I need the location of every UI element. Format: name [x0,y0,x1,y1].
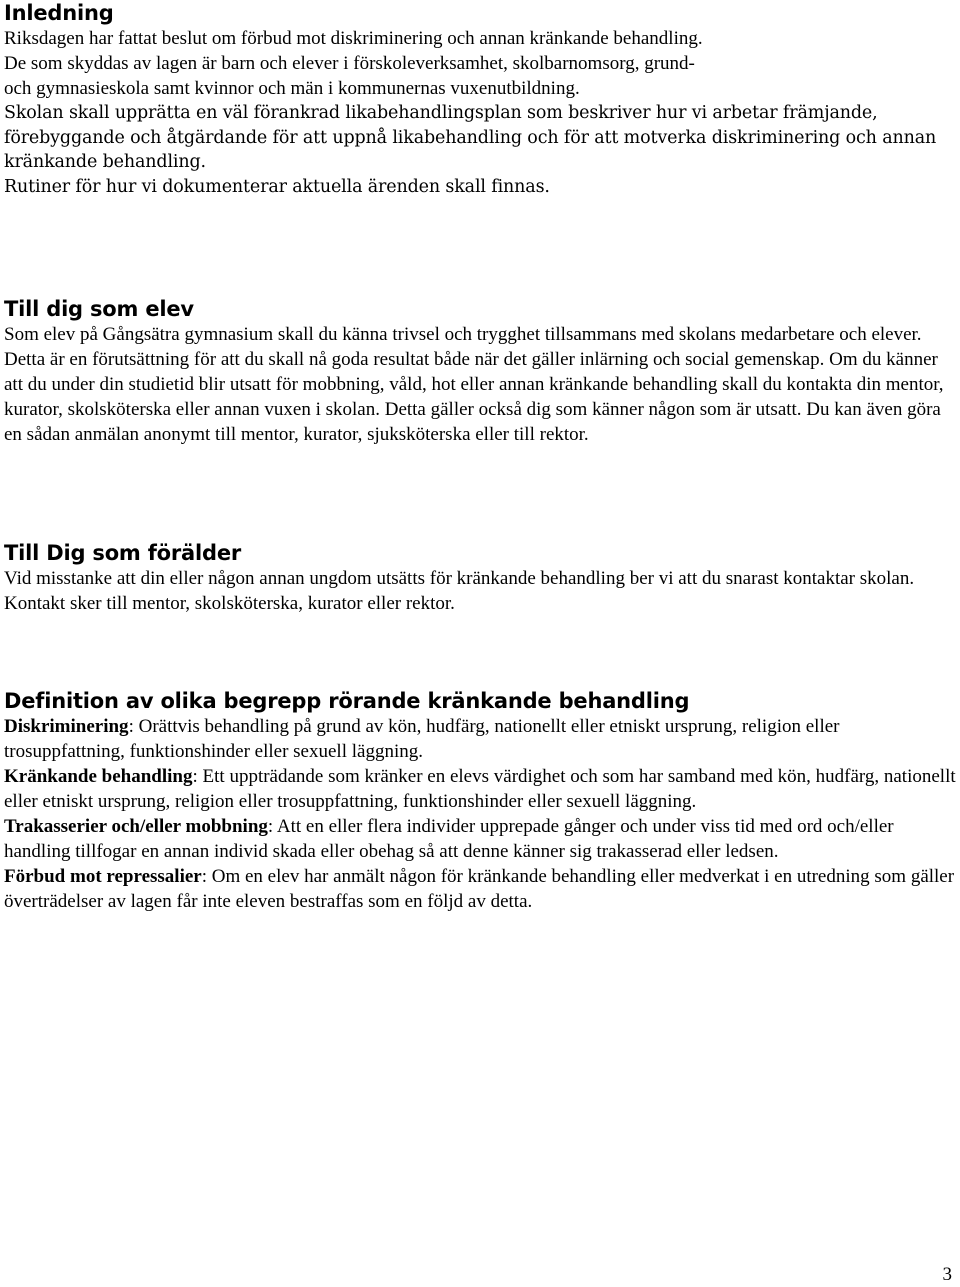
parent-section [4,540,956,616]
definition-term: Kränkande behandling [4,766,193,787]
student-paragraph: Som elev på Gångsätra gymnasium skall du känna trivsel och trygghet tillsammans med skolans medarbetare och elever. Detta är en förutsättning för att du skall nå goda resultat både när det gäller inlärning och social gemenskap. Om du känner att du under din studietid blir utsatt för mobbning, våld, hot eller annan kränkande behandling skall du kontakta din mentor, kurator, skolsköterska eller annan vuxen i skolan. Detta gäller också dig som känner någon som är utsatt. Du kan även göra en sådan anmälan anonymt till mentor, kurator, sjuksköterska eller till rektor. [4,324,944,445]
definition-item [4,764,956,814]
definition-item [4,814,956,864]
definition-item [4,714,956,764]
intro-heading: Inledning [4,1,114,25]
definition-text: : Att en eller flera individer upprepade gånger och under viss tid med ord och/eller handling tillfogar en annan individ skada eller obehag så att denne känner sig trakasserad eller ledsen. [4,816,894,862]
definition-item [4,864,956,914]
definition-term: Diskriminering [4,716,129,737]
intro-paragraph-1: Riksdagen har fattat beslut om förbud mot diskriminering och annan kränkande behandling. De som skyddas av lagen är barn och elever i förskoleverksamhet, skolbarnomsorg, grund- och gymnasieskola samt kvinnor och män i kommunernas vuxenutbildning. [4,28,703,99]
definition-text: : Orättvis behandling på grund av kön, hudfärg, nationellt eller etniskt ursprung, religion eller trosuppfattning, funktionshinder eller sexuell läggning. [4,716,840,762]
intro-section [4,0,956,199]
definitions-section [4,688,956,914]
definitions-heading: Definition av olika begrepp rörande kränkande behandling [4,689,690,713]
intro-paragraph-2: Skolan skall upprätta en väl förankrad likabehandlingsplan som beskriver hur vi arbetar främjande, förebyggande och åtgärdande för att uppnå likabehandling och för att motverka diskriminering och annan kränkande behandling. [4,103,937,172]
page-number: 3 [942,1264,952,1285]
parent-paragraph: Vid misstanke att din eller någon annan ungdom utsätts för kränkande behandling ber vi att du snarast kontaktar skolan. Kontakt sker till mentor, skolsköterska, kurator eller rektor. [4,568,915,614]
student-heading: Till dig som elev [4,297,194,321]
definition-text: : Ett uppträdande som kränker en elevs värdighet och som har samband med kön, hudfärg, nationellt eller etniskt ursprung, religion eller trosuppfattning, funktionshinder eller sexuell läggning. [4,766,956,812]
definition-term: Förbud mot repressalier [4,866,202,887]
student-section [4,296,956,447]
intro-paragraph-3: Rutiner för hur vi dokumenterar aktuella ärenden skall finnas. [4,176,550,197]
parent-heading: Till Dig som förälder [4,541,242,565]
definition-text: : Om en elev har anmält någon för kränkande behandling eller medverkat i en utredning som gäller överträdelser av lagen får inte eleven bestraffas som en följd av detta. [4,866,955,912]
definition-term: Trakasserier och/eller mobbning [4,816,268,837]
